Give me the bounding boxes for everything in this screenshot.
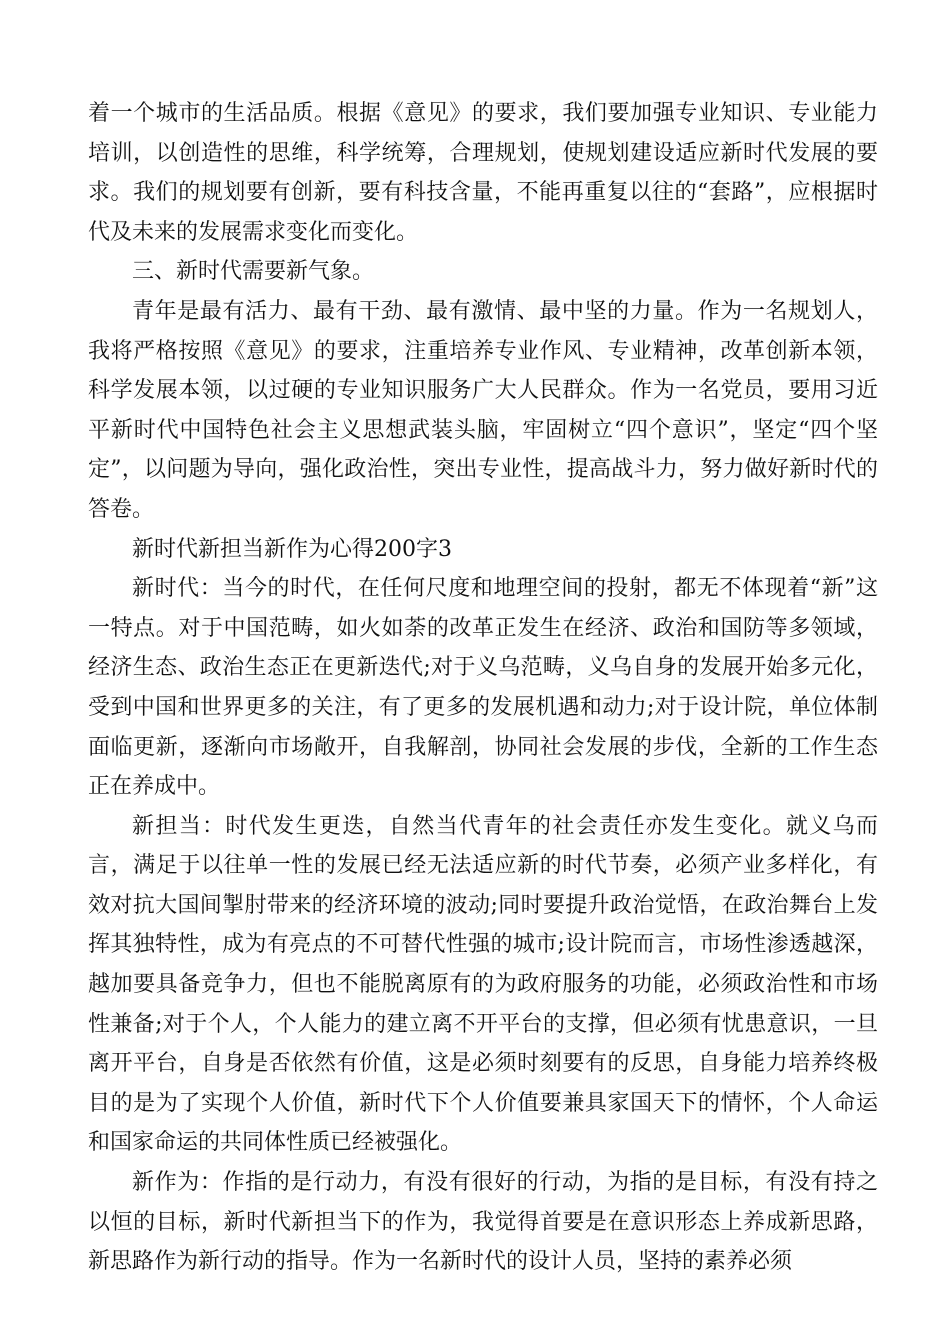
section-heading: 三、新时代需要新气象。 xyxy=(132,259,375,285)
essay-title: 新时代新担当新作为心得200字3 xyxy=(132,536,452,562)
body-paragraph: 新时代：当今的时代，在任何尺度和地理空间的投射，都无不体现着“新”这一特点。对于中国范畴，如火如荼的改革正发生在经济、政治和国防等多领域，经济生态、政治生态正在更新迭代;对于义乌范畴，义乌自身的发展开始多元化，受到中国和世界更多的关注，有了更多的发展机遇和动力;对于设计院，单位体制面临更新，逐渐向市场敞开，自我解剖，协同社会发展的步伐，全新的工作生态正在养成中。 xyxy=(88,576,878,800)
continuation-paragraph: 着一个城市的生活品质。根据《意见》的要求，我们要加强专业知识、专业能力培训，以创造性的思维，科学统筹，合理规划，使规划建设适应新时代发展的要求。我们的规划要有创新，要有科技含量，不能再重复以往的“套路”，应根据时代及未来的发展需求变化而变化。 xyxy=(88,101,878,245)
document-page xyxy=(88,94,878,1282)
body-paragraph: 新担当：时代发生更迭，自然当代青年的社会责任亦发生变化。就义乌而言，满足于以往单一性的发展已经无法适应新的时代节奏，必须产业多样化，有效对抗大国间掣肘带来的经济环境的波动;同时要提升政治觉悟，在政治舞台上发挥其独特性，成为有亮点的不可替代性强的城市;设计院而言，市场性渗透越深，越加要具备竞争力，但也不能脱离原有的为政府服务的功能，必须政治性和市场性兼备;对于个人，个人能力的建立离不开平台的支撑，但必须有忧患意识，一旦离开平台，自身是否依然有价值，这是必须时刻要有的反思，自身能力培养终极目的是为了实现个人价值，新时代下个人价值要兼具家国天下的情怀，个人命运和国家命运的共同体性质已经被强化。 xyxy=(88,813,878,1156)
body-paragraph: 新作为：作指的是行动力，有没有很好的行动，为指的是目标，有没有持之以恒的目标，新时代新担当下的作为，我觉得首要是在意识形态上养成新思路，新思路作为新行动的指导。作为一名新时代的设计人员，坚持的素养必须 xyxy=(88,1170,878,1275)
body-paragraph: 青年是最有活力、最有干劲、最有激情、最中坚的力量。作为一名规划人，我将严格按照《意见》的要求，注重培养专业作风、专业精神，改革创新本领，科学发展本领，以过硬的专业知识服务广大人民群众。作为一名党员，要用习近平新时代中国特色社会主义思想武装头脑，牢固树立“四个意识”，坚定“四个坚定”，以问题为导向，强化政治性，突出专业性，提高战斗力，努力做好新时代的答卷。 xyxy=(88,298,878,522)
